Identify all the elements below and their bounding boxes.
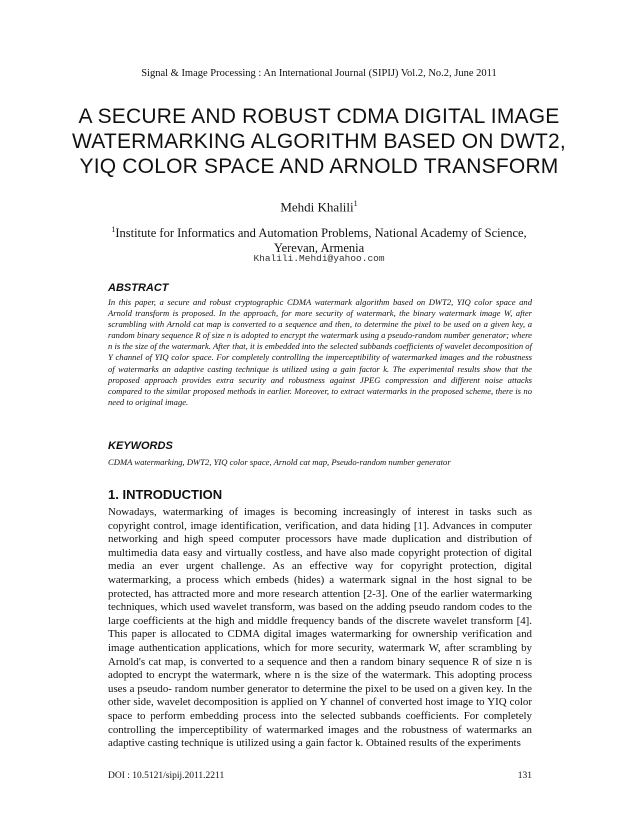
title-line-1: A SECURE AND ROBUST CDMA DIGITAL IMAGE	[78, 105, 560, 128]
author-name: Mehdi Khalili	[280, 199, 354, 215]
author-sup: 1	[353, 199, 358, 208]
introduction-text: Nowadays, watermarking of images is becoming increasingly of interest in tasks such as copyright control, image identification, verification, and data hiding [1]. Advances in computer networking and high speed computer processors have made duplication and distribution of multimedia data easy and virtually costless, and have also made copyright protection of digital media an ever urgent challenge. As an effective way for copyright protection, digital watermarking, a process which embeds (hides) a watermark signal in the host signal to be protected, has attracted more and more research attention [2-3]. One of the earlier watermarking techniques, which used wavelet transform, was based on the adding pseudo random codes to the large coefficients at the high and middle frequency bands of the discrete wavelet transform [4]. This paper is allocated to CDMA digital images watermarking for ownership verification and image authentication applications, which for more security, watermark W, after scrambling by Arnold's cat map, is converted to a sequence and then a random binary sequence R of size n is adopted to encrypt the watermark, where n is the size of the watermark. This adopting process uses a pseudo- random number generator to determine the pixel to be used on a given key. In the other side, wavelet decomposition is applied on Y channel of converted host image to YIQ color space to perform embedding process into the selected subbands coefficients. For completely controlling the imperceptibility of watermarked images and the robustness of watermarks an adaptive casting technique is utilized using a gain factor k. Obtained results of the experiments	[108, 506, 532, 750]
title-line-2: WATERMARKING ALGORITHM BASED ON DWT2,	[72, 130, 566, 153]
affiliation-text: Institute for Informatics and Automation Problems, National Academy of Science, Yerevan, Armenia	[115, 226, 527, 256]
affiliation	[110, 222, 528, 256]
keywords-text: CDMA watermarking, DWT2, YIQ color space, Arnold cat map, Pseudo-random number generator	[108, 457, 451, 467]
paper-title	[60, 104, 578, 179]
footer-doi: DOI : 10.5121/sipij.2011.2211	[108, 771, 225, 781]
journal-header: Signal & Image Processing : An International Journal (SIPIJ) Vol.2, No.2, June 2011	[141, 68, 497, 79]
affiliation-sup: 1	[111, 225, 116, 234]
abstract-text: In this paper, a secure and robust cryptographic CDMA watermark algorithm based on DWT2, YIQ color space and Arnold transform is proposed. In the approach, for more security of watermark, the binary watermark image W, after scrambling with Arnold cat map is converted to a sequence and then, to determine the pixel to be used on a given key, a random binary sequence R of size n is adopted to encrypt the watermark using a pseudo-random number generator; where n is the size of the watermark. After that, it is embedded into the selected subbands coefficients of wavelet decomposition of Y channel of YIQ color space. For completely controlling the imperceptibility of watermarked images and the robustness of watermarks an adaptive casting technique is utilized using a gain factor k. The experimental results show that the proposed approach provides extra security and robustness against JPEG compression and different noise attacks compared to the similar proposed methods in earlier. Moreover, to extract watermarks in the proposed scheme, there is no need to original image.	[108, 297, 532, 407]
title-line-3: YIQ COLOR SPACE AND ARNOLD TRANSFORM	[79, 155, 559, 178]
author	[0, 199, 638, 215]
author-email: Khalili.Mehdi@yahoo.com	[253, 253, 385, 264]
keywords-heading: KEYWORDS	[108, 440, 173, 452]
page-number: 131	[517, 771, 532, 781]
abstract-heading: ABSTRACT	[108, 282, 169, 294]
introduction-heading: 1. INTRODUCTION	[108, 487, 223, 502]
